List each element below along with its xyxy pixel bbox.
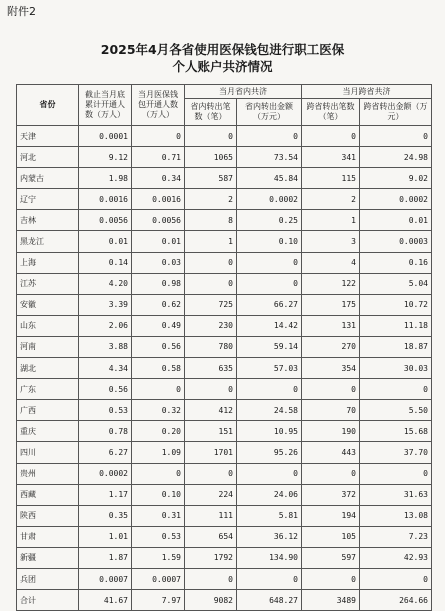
table-row: [17, 442, 432, 463]
cross-count-cell: 341: [302, 147, 360, 168]
document-title-line2: 个人账户共济情况: [172, 59, 273, 74]
cross-amount-cell: 0.0003: [360, 231, 432, 252]
province-cell: 辽宁: [17, 189, 79, 210]
table-row: [17, 126, 432, 147]
month-opened-cell: 0: [132, 126, 185, 147]
cross-amount-cell: 0: [360, 379, 432, 400]
province-cell: 西藏: [17, 484, 79, 505]
table-row: [17, 547, 432, 568]
intra-count-cell: 0: [185, 126, 237, 147]
opened-cell: 1.98: [79, 168, 132, 189]
cross-amount-cell: 11.18: [360, 315, 432, 336]
cross-amount-cell: 0: [360, 126, 432, 147]
opened-cell: 0.53: [79, 400, 132, 421]
cross-amount-cell: 10.72: [360, 294, 432, 315]
cross-count-cell: 270: [302, 336, 360, 357]
province-cell: 天津: [17, 126, 79, 147]
intra-amount-cell: 0.10: [237, 231, 302, 252]
table-row: [17, 400, 432, 421]
opened-cell: 4.34: [79, 358, 132, 379]
cross-count-cell: 3489: [302, 590, 360, 611]
cross-amount-cell: 264.66: [360, 590, 432, 611]
cross-count-cell: 190: [302, 421, 360, 442]
province-cell: 广西: [17, 400, 79, 421]
header-intra-amount: 省内转出金额（万元）: [237, 99, 302, 126]
month-opened-cell: 1.09: [132, 442, 185, 463]
cross-count-cell: 1: [302, 210, 360, 231]
month-opened-cell: 0.0016: [132, 189, 185, 210]
intra-amount-cell: 0: [237, 126, 302, 147]
intra-amount-cell: 66.27: [237, 294, 302, 315]
table-row: [17, 358, 432, 379]
intra-amount-cell: 59.14: [237, 336, 302, 357]
month-opened-cell: 0.31: [132, 505, 185, 526]
month-opened-cell: 0.58: [132, 358, 185, 379]
intra-count-cell: 635: [185, 358, 237, 379]
header-intra-group: 当月省内共济: [185, 85, 302, 99]
month-opened-cell: 0: [132, 379, 185, 400]
month-opened-cell: 0.49: [132, 315, 185, 336]
province-cell: 内蒙古: [17, 168, 79, 189]
opened-cell: 3.39: [79, 294, 132, 315]
cross-amount-cell: 5.50: [360, 400, 432, 421]
month-opened-cell: 0.56: [132, 336, 185, 357]
cross-count-cell: 105: [302, 526, 360, 547]
province-cell: 四川: [17, 442, 79, 463]
intra-amount-cell: 36.12: [237, 526, 302, 547]
cross-amount-cell: 15.68: [360, 421, 432, 442]
intra-count-cell: 0: [185, 273, 237, 294]
cross-count-cell: 2: [302, 189, 360, 210]
cross-count-cell: 115: [302, 168, 360, 189]
cross-count-cell: 443: [302, 442, 360, 463]
table-row: [17, 590, 432, 611]
opened-cell: 6.27: [79, 442, 132, 463]
table-row: [17, 168, 432, 189]
cross-count-cell: 0: [302, 126, 360, 147]
month-opened-cell: 0.32: [132, 400, 185, 421]
table-row: [17, 336, 432, 357]
cross-count-cell: 4: [302, 252, 360, 273]
province-cell: 合计: [17, 590, 79, 611]
month-opened-cell: 0.71: [132, 147, 185, 168]
intra-amount-cell: 0: [237, 379, 302, 400]
opened-cell: 0.14: [79, 252, 132, 273]
province-cell: 甘肃: [17, 526, 79, 547]
intra-count-cell: 8: [185, 210, 237, 231]
header-cross-count: 跨省转出笔数（笔）: [302, 99, 360, 126]
cross-amount-cell: 13.08: [360, 505, 432, 526]
province-cell: 河北: [17, 147, 79, 168]
month-opened-cell: 0.53: [132, 526, 185, 547]
cross-amount-cell: 18.87: [360, 336, 432, 357]
intra-amount-cell: 57.03: [237, 358, 302, 379]
cross-amount-cell: 30.03: [360, 358, 432, 379]
table-row: [17, 252, 432, 273]
table-row: [17, 421, 432, 442]
province-cell: 陕西: [17, 505, 79, 526]
cross-count-cell: 3: [302, 231, 360, 252]
insurance-table: [16, 84, 432, 611]
opened-cell: 0.35: [79, 505, 132, 526]
intra-count-cell: 0: [185, 568, 237, 589]
intra-amount-cell: 24.06: [237, 484, 302, 505]
province-cell: 上海: [17, 252, 79, 273]
month-opened-cell: 0.98: [132, 273, 185, 294]
province-cell: 吉林: [17, 210, 79, 231]
cross-amount-cell: 0: [360, 568, 432, 589]
table-row: [17, 210, 432, 231]
cross-count-cell: 0: [302, 568, 360, 589]
opened-cell: 4.20: [79, 273, 132, 294]
intra-amount-cell: 0: [237, 273, 302, 294]
intra-count-cell: 1065: [185, 147, 237, 168]
table-row: [17, 505, 432, 526]
intra-amount-cell: 10.95: [237, 421, 302, 442]
table-body: [17, 126, 432, 611]
province-cell: 广东: [17, 379, 79, 400]
table-row: [17, 463, 432, 484]
cross-count-cell: 194: [302, 505, 360, 526]
province-cell: 江苏: [17, 273, 79, 294]
intra-amount-cell: 0: [237, 463, 302, 484]
month-opened-cell: 0: [132, 463, 185, 484]
header-province: 省份: [17, 85, 79, 126]
month-opened-cell: 0.20: [132, 421, 185, 442]
table-row: [17, 568, 432, 589]
document-title-line1: 2025年4月各省使用医保钱包进行职工医保: [100, 42, 345, 57]
month-opened-cell: 0.0056: [132, 210, 185, 231]
month-opened-cell: 0.03: [132, 252, 185, 273]
province-cell: 湖北: [17, 358, 79, 379]
province-cell: 重庆: [17, 421, 79, 442]
opened-cell: 0.0016: [79, 189, 132, 210]
opened-cell: 0.56: [79, 379, 132, 400]
opened-cell: 0.78: [79, 421, 132, 442]
month-opened-cell: 0.34: [132, 168, 185, 189]
cross-amount-cell: 37.70: [360, 442, 432, 463]
intra-count-cell: 0: [185, 463, 237, 484]
province-cell: 兵团: [17, 568, 79, 589]
opened-cell: 1.01: [79, 526, 132, 547]
opened-cell: 41.67: [79, 590, 132, 611]
intra-count-cell: 654: [185, 526, 237, 547]
month-opened-cell: 0.62: [132, 294, 185, 315]
intra-amount-cell: 0.0002: [237, 189, 302, 210]
header-cross-amount: 跨省转出金额（万元）: [360, 99, 432, 126]
cross-count-cell: 354: [302, 358, 360, 379]
intra-count-cell: 1: [185, 231, 237, 252]
header-month-opened: 当月医保钱包开通人数（万人）: [132, 85, 185, 126]
table-row: [17, 379, 432, 400]
opened-cell: 1.87: [79, 547, 132, 568]
cross-amount-cell: 0: [360, 463, 432, 484]
cross-count-cell: 175: [302, 294, 360, 315]
intra-amount-cell: 0: [237, 568, 302, 589]
month-opened-cell: 7.97: [132, 590, 185, 611]
month-opened-cell: 0.0007: [132, 568, 185, 589]
intra-amount-cell: 5.81: [237, 505, 302, 526]
attachment-label: 附件2: [7, 5, 36, 18]
cross-amount-cell: 31.63: [360, 484, 432, 505]
intra-count-cell: 111: [185, 505, 237, 526]
opened-cell: 0.0002: [79, 463, 132, 484]
intra-count-cell: 230: [185, 315, 237, 336]
intra-count-cell: 0: [185, 379, 237, 400]
intra-amount-cell: 648.27: [237, 590, 302, 611]
month-opened-cell: 0.10: [132, 484, 185, 505]
intra-amount-cell: 45.84: [237, 168, 302, 189]
intra-amount-cell: 0.25: [237, 210, 302, 231]
opened-cell: 3.88: [79, 336, 132, 357]
cross-amount-cell: 7.23: [360, 526, 432, 547]
province-cell: 黑龙江: [17, 231, 79, 252]
opened-cell: 9.12: [79, 147, 132, 168]
province-cell: 新疆: [17, 547, 79, 568]
table-row: [17, 147, 432, 168]
intra-amount-cell: 95.26: [237, 442, 302, 463]
intra-amount-cell: 73.54: [237, 147, 302, 168]
intra-count-cell: 412: [185, 400, 237, 421]
cross-amount-cell: 24.98: [360, 147, 432, 168]
table-row: [17, 526, 432, 547]
cross-count-cell: 372: [302, 484, 360, 505]
intra-amount-cell: 134.90: [237, 547, 302, 568]
cross-count-cell: 122: [302, 273, 360, 294]
intra-count-cell: 587: [185, 168, 237, 189]
intra-count-cell: 9082: [185, 590, 237, 611]
cross-amount-cell: 0.16: [360, 252, 432, 273]
intra-count-cell: 780: [185, 336, 237, 357]
intra-amount-cell: 24.58: [237, 400, 302, 421]
intra-count-cell: 151: [185, 421, 237, 442]
table-row: [17, 294, 432, 315]
month-opened-cell: 0.01: [132, 231, 185, 252]
province-cell: 安徽: [17, 294, 79, 315]
province-cell: 贵州: [17, 463, 79, 484]
cross-amount-cell: 5.04: [360, 273, 432, 294]
cross-amount-cell: 9.02: [360, 168, 432, 189]
table-header: [17, 85, 432, 126]
intra-count-cell: 224: [185, 484, 237, 505]
opened-cell: 0.0007: [79, 568, 132, 589]
opened-cell: 1.17: [79, 484, 132, 505]
header-intra-count: 省内转出笔数（笔）: [185, 99, 237, 126]
cross-count-cell: 597: [302, 547, 360, 568]
header-cross-group: 当月跨省共济: [302, 85, 432, 99]
table-row: [17, 273, 432, 294]
table-row: [17, 484, 432, 505]
intra-count-cell: 1792: [185, 547, 237, 568]
intra-count-cell: 0: [185, 252, 237, 273]
table-row: [17, 189, 432, 210]
opened-cell: 0.0001: [79, 126, 132, 147]
cross-amount-cell: 0.01: [360, 210, 432, 231]
cross-count-cell: 0: [302, 379, 360, 400]
cross-amount-cell: 0.0002: [360, 189, 432, 210]
intra-amount-cell: 14.42: [237, 315, 302, 336]
table-row: [17, 315, 432, 336]
intra-amount-cell: 0: [237, 252, 302, 273]
province-cell: 山东: [17, 315, 79, 336]
opened-cell: 0.01: [79, 231, 132, 252]
opened-cell: 2.06: [79, 315, 132, 336]
intra-count-cell: 1701: [185, 442, 237, 463]
table-row: [17, 231, 432, 252]
cross-count-cell: 70: [302, 400, 360, 421]
cross-count-cell: 131: [302, 315, 360, 336]
cross-amount-cell: 42.93: [360, 547, 432, 568]
opened-cell: 0.0056: [79, 210, 132, 231]
intra-count-cell: 725: [185, 294, 237, 315]
month-opened-cell: 1.59: [132, 547, 185, 568]
header-opened: 截止当月底累计开通人数（万人）: [79, 85, 132, 126]
province-cell: 河南: [17, 336, 79, 357]
cross-count-cell: 0: [302, 463, 360, 484]
intra-count-cell: 2: [185, 189, 237, 210]
